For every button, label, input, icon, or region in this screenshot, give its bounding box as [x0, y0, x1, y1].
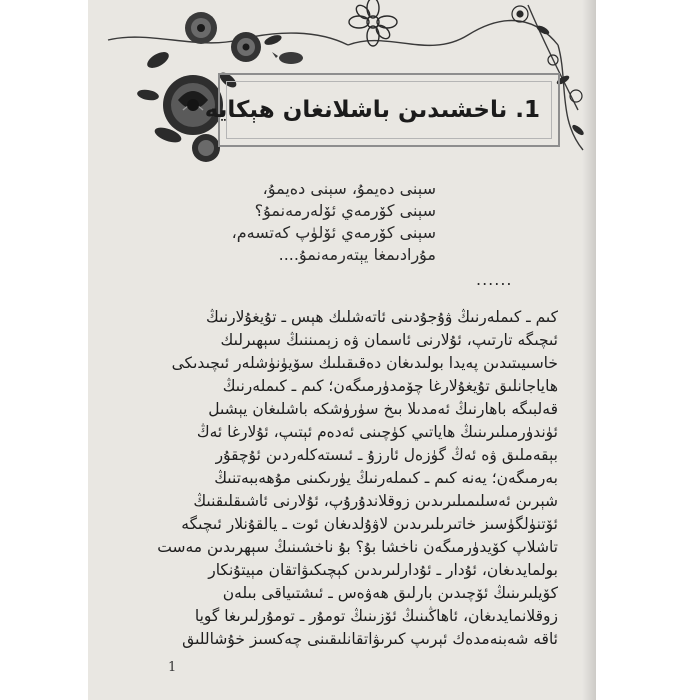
body-line: تاشلاپ كۆيدۈرمىگەن ناخشا بۇ؟ بۇ ناخشىنىڭ سېھرىدىن مەست: [157, 538, 558, 556]
body-line: زوقلانمايدىغان، ئاھاڭىنىڭ ئۆزىنىڭ تومۇر ـ تومۇرلىرىغا گويا: [194, 607, 558, 625]
body-line: شېرىن ئەسلىمىلىرىدىن زوقلاندۇرۇپ، ئۇلارنى ئاشىقلىقنىڭ: [193, 492, 558, 510]
poem-line: سېنى كۆرمەي ئۆلۈپ كەتسەم،: [231, 223, 436, 242]
body-line: ئۈندۈرمىلىرىنىڭ ھاياتىي كۈچىنى ئەدەم ئېتىپ، ئۇلارغا ئەڭ: [196, 423, 558, 441]
chapter-title-frame: [204, 73, 560, 147]
rose-middle-icon: [231, 32, 261, 62]
body-line: كۆيلىرىنىڭ ئۆچىدىن بارلىق ھەۋەس ـ ئىشتىياقى بىلەن: [222, 584, 558, 602]
poem-line: سېنى كۆرمەي ئۆلەرمەنمۇ؟: [254, 201, 436, 220]
rose-top-icon: [185, 12, 217, 44]
body-line: قەلبىگە باھارنىڭ ئەمدىلا بىخ سۈرۈشكە باشلىغان يېشىل: [208, 400, 558, 418]
body-line: بەرمىگەن؛ يەنە كىم ـ كىملەرنىڭ يۈرىكىنى مۇھەببەتنىڭ: [214, 469, 558, 487]
outline-flower-icon: [349, 0, 397, 46]
chapter-title: 1. ناخشىدىن باشلانغان ھېكايە: [204, 97, 540, 123]
body-line: كىم ـ كىملەرنىڭ ۋۇجۇدىنى ئاتەشلىك ھېس ـ تۇيغۇلارنىڭ: [206, 308, 558, 326]
body-line: ئىچىگە تارتىپ، ئۇلارنى ئاسمان ۋە زېمىننىڭ سېھىرلىك: [220, 331, 558, 349]
body-line: ھاياجانلىق تۇيغۇلارغا چۆمدۈرمىگەن؛ كىم ـ كىملەرنىڭ: [222, 377, 558, 395]
book-page: [88, 0, 596, 700]
body-line: خاسىيىتىدىن پەيدا بولىدىغان دەقىقىلىك سۆيۈنۈشلەر ئىچىدىكى: [171, 354, 558, 372]
page-number: 1: [168, 660, 177, 675]
bird-icon: [272, 52, 303, 64]
poem-line: سېنى دەيمۇ، سېنى دەيمۇ،: [262, 179, 436, 198]
poem-line: مۇرادىمغا يېتەرمەنمۇ....: [278, 245, 436, 264]
body-text: [126, 306, 558, 651]
body-line: ئاقە شەبنەمدەك ئېرىپ كىرىۋاتقانلىقىنى چەكسىز خۇشاللىق: [182, 630, 558, 648]
poem-ellipsis: ......: [476, 270, 513, 289]
body-line: ئۆتنۈلگۈسىز خاتىرىلىرىدىن لاۋۇلدىغان ئوت ـ يالقۇنلار ئىچىگە: [181, 515, 558, 533]
rose-bottom-icon: [192, 134, 220, 162]
body-line: بولمايدىغان، ئۇدار ـ ئۇدارلىرىدىن كېچىكىۋاتقان مېيتۇنكار: [208, 561, 558, 579]
poem-block: [176, 178, 436, 266]
body-line: بېقەملىق ۋە ئەڭ گۈزەل ئارزۇ ـ ئىستەكلەردىن ئۇچقۇر: [215, 446, 558, 464]
